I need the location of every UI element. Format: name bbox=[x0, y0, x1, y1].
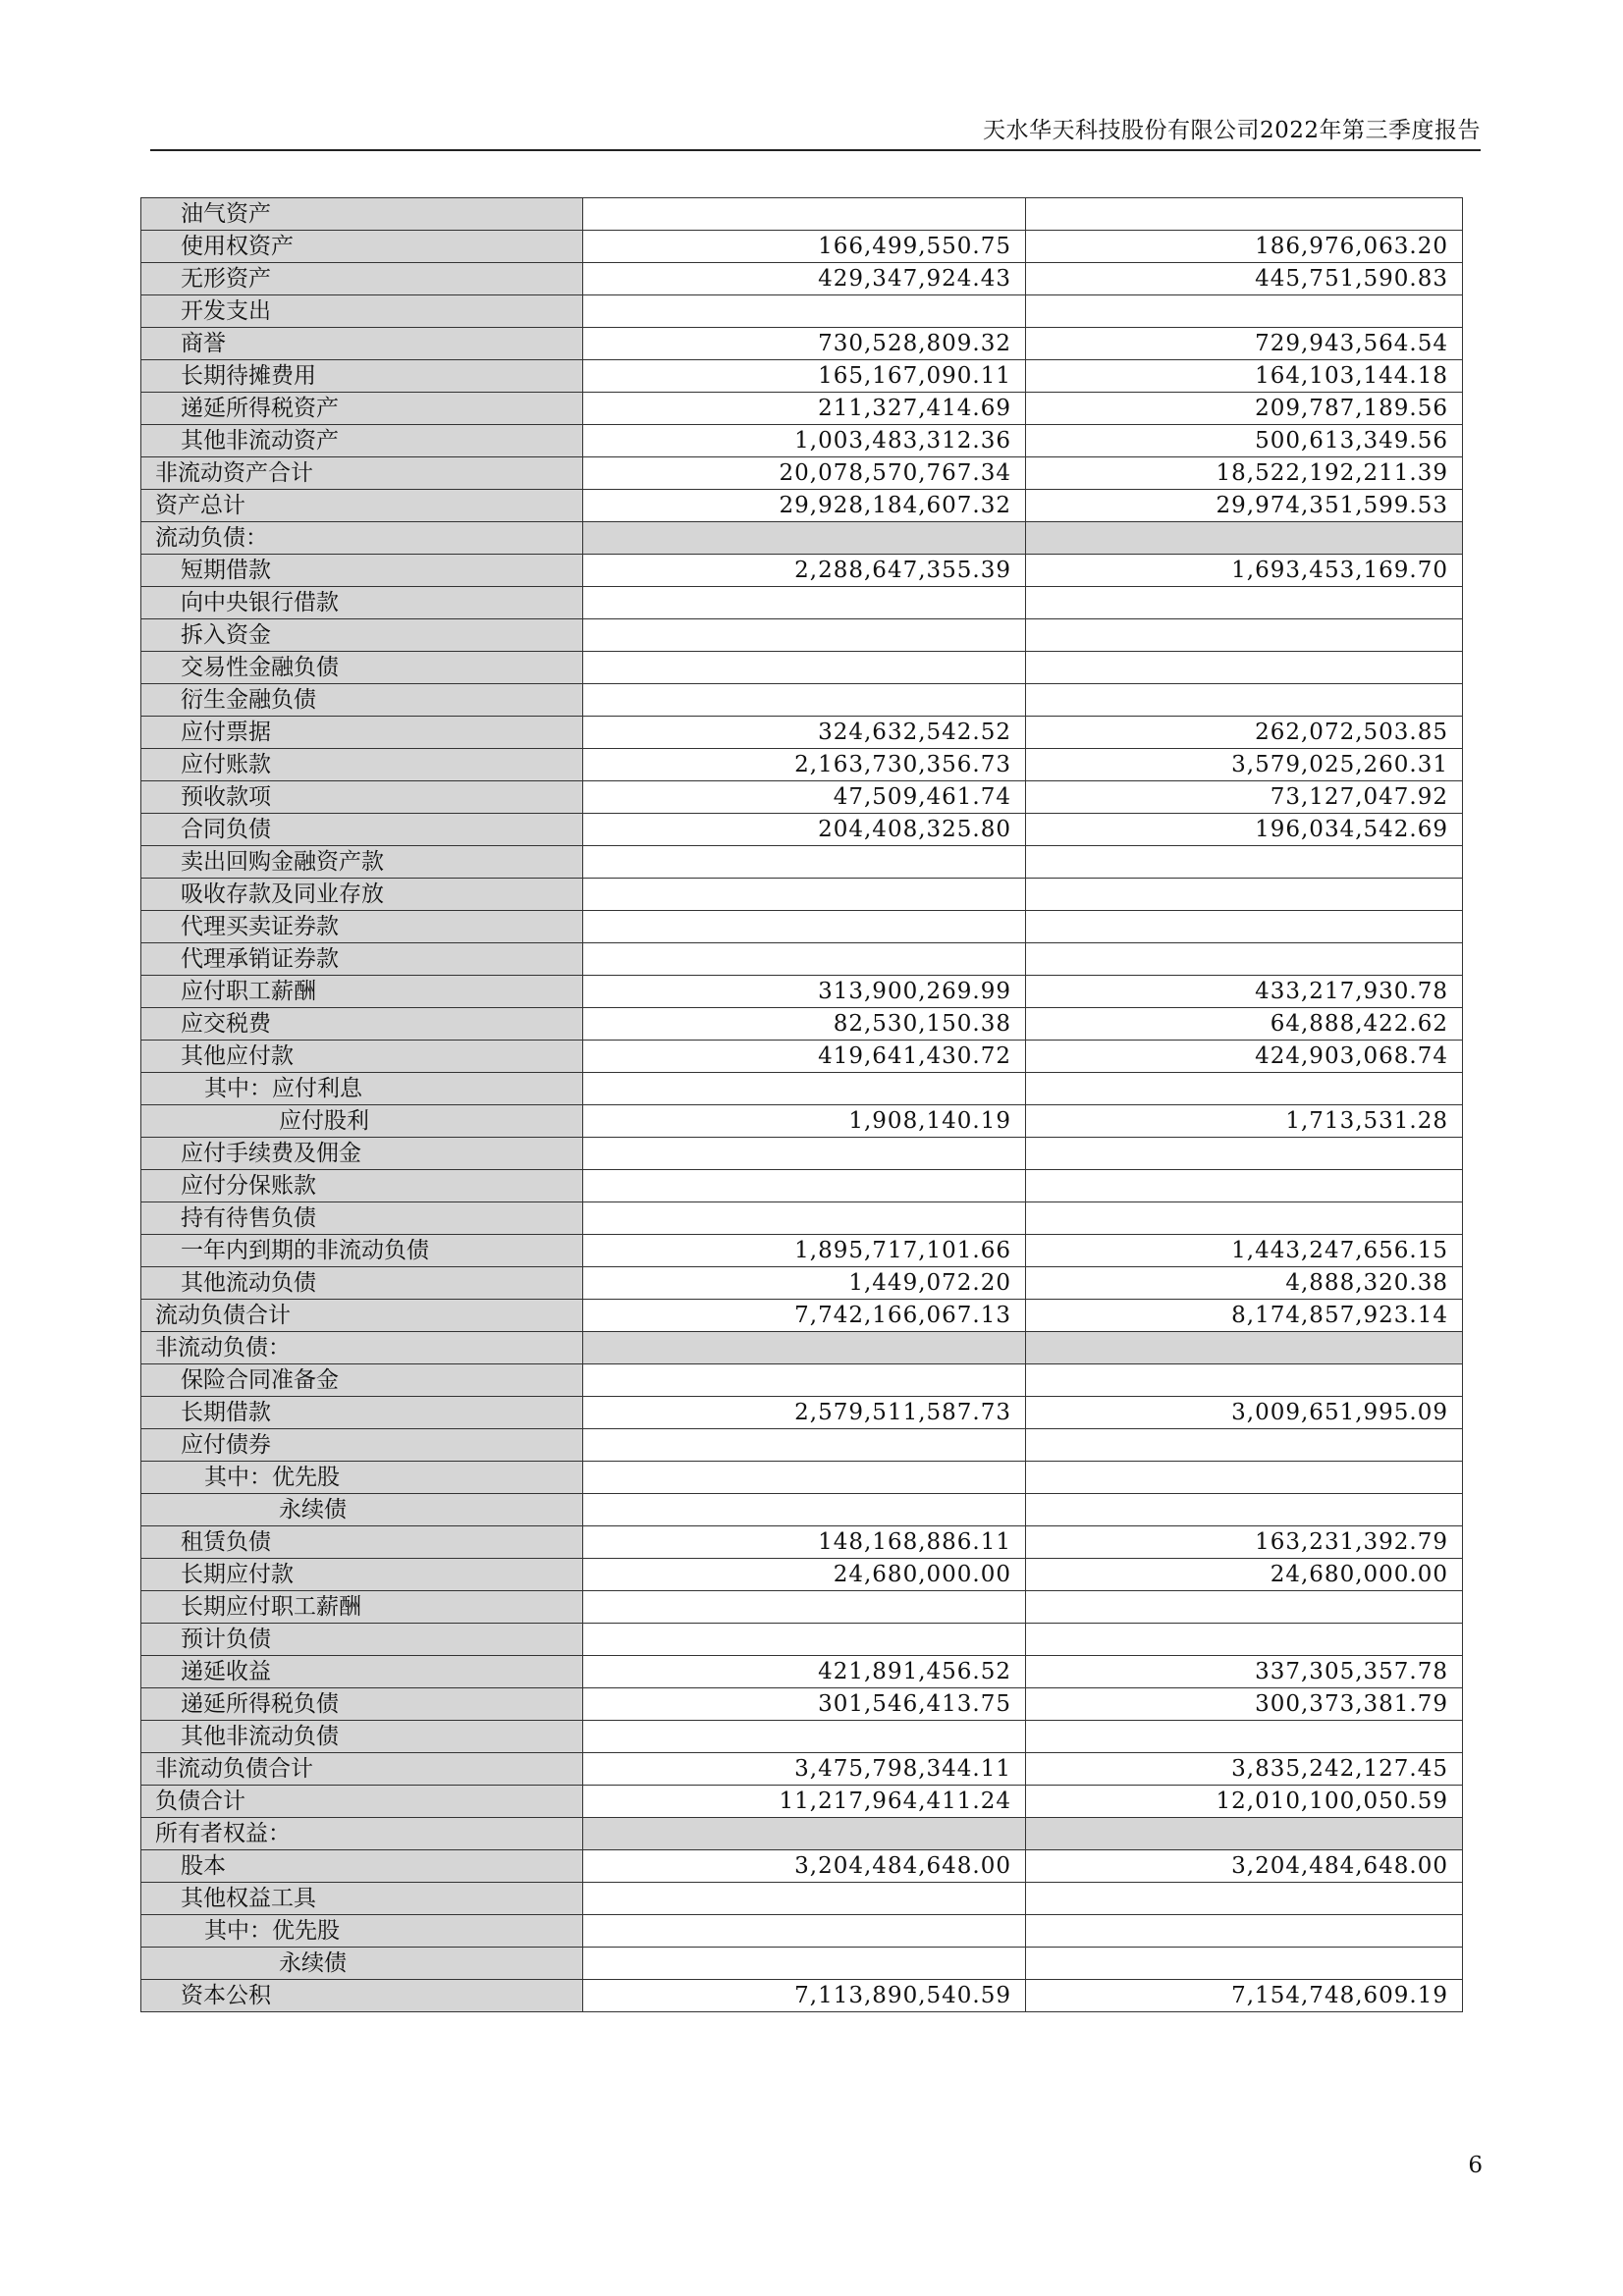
table-row bbox=[141, 976, 1463, 1008]
table-row bbox=[141, 490, 1463, 522]
row-label: 代理承销证券款 bbox=[141, 943, 583, 976]
table-row bbox=[141, 1008, 1463, 1041]
row-label: 吸收存款及同业存放 bbox=[141, 879, 583, 911]
current-period-value: 165,167,090.11 bbox=[583, 360, 1026, 393]
prior-period-value bbox=[1026, 1138, 1463, 1170]
prior-period-value: 7,154,748,609.19 bbox=[1026, 1980, 1463, 2012]
table-row bbox=[141, 587, 1463, 619]
prior-period-value bbox=[1026, 1332, 1463, 1364]
table-row bbox=[141, 1429, 1463, 1462]
table-row bbox=[141, 684, 1463, 717]
current-period-value bbox=[583, 1364, 1026, 1397]
prior-period-value: 433,217,930.78 bbox=[1026, 976, 1463, 1008]
row-label: 保险合同准备金 bbox=[141, 1364, 583, 1397]
row-label: 卖出回购金融资产款 bbox=[141, 846, 583, 879]
prior-period-value: 4,888,320.38 bbox=[1026, 1267, 1463, 1300]
current-period-value: 421,891,456.52 bbox=[583, 1656, 1026, 1688]
current-period-value: 2,288,647,355.39 bbox=[583, 555, 1026, 587]
prior-period-value: 729,943,564.54 bbox=[1026, 328, 1463, 360]
row-label: 长期借款 bbox=[141, 1397, 583, 1429]
table-row bbox=[141, 781, 1463, 814]
table-row bbox=[141, 1591, 1463, 1624]
table-row bbox=[141, 1397, 1463, 1429]
row-label: 非流动负债： bbox=[141, 1332, 583, 1364]
prior-period-value: 8,174,857,923.14 bbox=[1026, 1300, 1463, 1332]
row-label: 流动负债： bbox=[141, 522, 583, 555]
row-label: 应付职工薪酬 bbox=[141, 976, 583, 1008]
row-label: 应付分保账款 bbox=[141, 1170, 583, 1202]
prior-period-value bbox=[1026, 619, 1463, 652]
table-row bbox=[141, 1202, 1463, 1235]
row-label: 应付票据 bbox=[141, 717, 583, 749]
prior-period-value: 500,613,349.56 bbox=[1026, 425, 1463, 457]
table-row bbox=[141, 1818, 1463, 1850]
current-period-value: 3,475,798,344.11 bbox=[583, 1753, 1026, 1786]
prior-period-value bbox=[1026, 295, 1463, 328]
table-row bbox=[141, 1105, 1463, 1138]
row-label: 应交税费 bbox=[141, 1008, 583, 1041]
prior-period-value: 163,231,392.79 bbox=[1026, 1526, 1463, 1559]
table-row bbox=[141, 1559, 1463, 1591]
row-label: 长期应付款 bbox=[141, 1559, 583, 1591]
row-label: 一年内到期的非流动负债 bbox=[141, 1235, 583, 1267]
table-row bbox=[141, 1073, 1463, 1105]
prior-period-value: 3,835,242,127.45 bbox=[1026, 1753, 1463, 1786]
row-label: 其他非流动资产 bbox=[141, 425, 583, 457]
current-period-value bbox=[583, 295, 1026, 328]
row-label: 递延所得税负债 bbox=[141, 1688, 583, 1721]
prior-period-value bbox=[1026, 522, 1463, 555]
table-row bbox=[141, 1656, 1463, 1688]
table-row bbox=[141, 555, 1463, 587]
current-period-value bbox=[583, 652, 1026, 684]
row-label: 长期应付职工薪酬 bbox=[141, 1591, 583, 1624]
row-label: 预计负债 bbox=[141, 1624, 583, 1656]
current-period-value: 24,680,000.00 bbox=[583, 1559, 1026, 1591]
table-row bbox=[141, 1364, 1463, 1397]
current-period-value bbox=[583, 1624, 1026, 1656]
balance-sheet-table bbox=[140, 197, 1463, 2012]
table-row bbox=[141, 263, 1463, 295]
prior-period-value: 300,373,381.79 bbox=[1026, 1688, 1463, 1721]
table-row bbox=[141, 1624, 1463, 1656]
current-period-value bbox=[583, 1494, 1026, 1526]
row-label: 合同负债 bbox=[141, 814, 583, 846]
table-row bbox=[141, 814, 1463, 846]
current-period-value: 1,908,140.19 bbox=[583, 1105, 1026, 1138]
row-label: 其中：优先股 bbox=[141, 1915, 583, 1948]
row-label: 股本 bbox=[141, 1850, 583, 1883]
current-period-value: 324,632,542.52 bbox=[583, 717, 1026, 749]
row-label: 资本公积 bbox=[141, 1980, 583, 2012]
prior-period-value bbox=[1026, 198, 1463, 231]
current-period-value bbox=[583, 587, 1026, 619]
prior-period-value bbox=[1026, 1915, 1463, 1948]
row-label: 油气资产 bbox=[141, 198, 583, 231]
current-period-value: 148,168,886.11 bbox=[583, 1526, 1026, 1559]
current-period-value: 301,546,413.75 bbox=[583, 1688, 1026, 1721]
row-label: 非流动负债合计 bbox=[141, 1753, 583, 1786]
prior-period-value bbox=[1026, 652, 1463, 684]
current-period-value: 2,579,511,587.73 bbox=[583, 1397, 1026, 1429]
prior-period-value bbox=[1026, 1170, 1463, 1202]
table-row bbox=[141, 1753, 1463, 1786]
prior-period-value: 3,204,484,648.00 bbox=[1026, 1850, 1463, 1883]
table-row bbox=[141, 457, 1463, 490]
table-row bbox=[141, 1041, 1463, 1073]
prior-period-value: 73,127,047.92 bbox=[1026, 781, 1463, 814]
table-row bbox=[141, 1235, 1463, 1267]
current-period-value bbox=[583, 846, 1026, 879]
row-label: 向中央银行借款 bbox=[141, 587, 583, 619]
row-label: 其中：优先股 bbox=[141, 1462, 583, 1494]
prior-period-value bbox=[1026, 1624, 1463, 1656]
table-row bbox=[141, 1850, 1463, 1883]
table-row bbox=[141, 360, 1463, 393]
row-label: 负债合计 bbox=[141, 1786, 583, 1818]
prior-period-value bbox=[1026, 1883, 1463, 1915]
prior-period-value: 337,305,357.78 bbox=[1026, 1656, 1463, 1688]
prior-period-value bbox=[1026, 684, 1463, 717]
prior-period-value: 3,009,651,995.09 bbox=[1026, 1397, 1463, 1429]
current-period-value: 166,499,550.75 bbox=[583, 231, 1026, 263]
row-label: 衍生金融负债 bbox=[141, 684, 583, 717]
prior-period-value bbox=[1026, 1591, 1463, 1624]
prior-period-value: 424,903,068.74 bbox=[1026, 1041, 1463, 1073]
table-row bbox=[141, 425, 1463, 457]
prior-period-value: 1,693,453,169.70 bbox=[1026, 555, 1463, 587]
table-row bbox=[141, 1721, 1463, 1753]
row-label: 其他权益工具 bbox=[141, 1883, 583, 1915]
prior-period-value: 186,976,063.20 bbox=[1026, 231, 1463, 263]
current-period-value bbox=[583, 943, 1026, 976]
table-row bbox=[141, 1948, 1463, 1980]
table-row bbox=[141, 652, 1463, 684]
row-label: 预收款项 bbox=[141, 781, 583, 814]
prior-period-value bbox=[1026, 1429, 1463, 1462]
prior-period-value bbox=[1026, 1494, 1463, 1526]
prior-period-value: 209,787,189.56 bbox=[1026, 393, 1463, 425]
prior-period-value: 1,443,247,656.15 bbox=[1026, 1235, 1463, 1267]
table-row bbox=[141, 522, 1463, 555]
row-label: 应付账款 bbox=[141, 749, 583, 781]
row-label: 递延收益 bbox=[141, 1656, 583, 1688]
prior-period-value: 24,680,000.00 bbox=[1026, 1559, 1463, 1591]
current-period-value: 419,641,430.72 bbox=[583, 1041, 1026, 1073]
prior-period-value bbox=[1026, 1818, 1463, 1850]
row-label: 短期借款 bbox=[141, 555, 583, 587]
prior-period-value: 29,974,351,599.53 bbox=[1026, 490, 1463, 522]
table-row bbox=[141, 1980, 1463, 2012]
table-row bbox=[141, 846, 1463, 879]
row-label: 非流动资产合计 bbox=[141, 457, 583, 490]
prior-period-value: 64,888,422.62 bbox=[1026, 1008, 1463, 1041]
current-period-value bbox=[583, 1073, 1026, 1105]
current-period-value bbox=[583, 1883, 1026, 1915]
current-period-value bbox=[583, 1429, 1026, 1462]
row-label: 所有者权益： bbox=[141, 1818, 583, 1850]
table-row bbox=[141, 295, 1463, 328]
current-period-value bbox=[583, 911, 1026, 943]
row-label: 递延所得税资产 bbox=[141, 393, 583, 425]
current-period-value bbox=[583, 1721, 1026, 1753]
table-row bbox=[141, 1786, 1463, 1818]
table-row bbox=[141, 717, 1463, 749]
table-row bbox=[141, 1915, 1463, 1948]
row-label: 其中：应付利息 bbox=[141, 1073, 583, 1105]
row-label: 应付手续费及佣金 bbox=[141, 1138, 583, 1170]
prior-period-value bbox=[1026, 1073, 1463, 1105]
table-row bbox=[141, 911, 1463, 943]
prior-period-value bbox=[1026, 1364, 1463, 1397]
row-label: 应付股利 bbox=[141, 1105, 583, 1138]
current-period-value bbox=[583, 1170, 1026, 1202]
prior-period-value: 18,522,192,211.39 bbox=[1026, 457, 1463, 490]
prior-period-value: 1,713,531.28 bbox=[1026, 1105, 1463, 1138]
current-period-value bbox=[583, 1818, 1026, 1850]
row-label: 流动负债合计 bbox=[141, 1300, 583, 1332]
current-period-value: 82,530,150.38 bbox=[583, 1008, 1026, 1041]
table-row bbox=[141, 749, 1463, 781]
current-period-value: 3,204,484,648.00 bbox=[583, 1850, 1026, 1883]
current-period-value bbox=[583, 1948, 1026, 1980]
prior-period-value bbox=[1026, 911, 1463, 943]
current-period-value bbox=[583, 1332, 1026, 1364]
table-row bbox=[141, 1300, 1463, 1332]
row-label: 拆入资金 bbox=[141, 619, 583, 652]
current-period-value: 1,003,483,312.36 bbox=[583, 425, 1026, 457]
current-period-value: 20,078,570,767.34 bbox=[583, 457, 1026, 490]
prior-period-value bbox=[1026, 1462, 1463, 1494]
table-row bbox=[141, 1494, 1463, 1526]
row-label: 交易性金融负债 bbox=[141, 652, 583, 684]
table-row bbox=[141, 1688, 1463, 1721]
balance-sheet-body bbox=[141, 198, 1463, 2012]
row-label: 商誉 bbox=[141, 328, 583, 360]
prior-period-value bbox=[1026, 846, 1463, 879]
current-period-value bbox=[583, 522, 1026, 555]
current-period-value: 29,928,184,607.32 bbox=[583, 490, 1026, 522]
current-period-value: 429,347,924.43 bbox=[583, 263, 1026, 295]
current-period-value: 730,528,809.32 bbox=[583, 328, 1026, 360]
prior-period-value bbox=[1026, 1202, 1463, 1235]
current-period-value: 11,217,964,411.24 bbox=[583, 1786, 1026, 1818]
page-header-title: 天水华天科技股份有限公司2022年第三季度报告 bbox=[982, 118, 1481, 143]
row-label: 持有待售负债 bbox=[141, 1202, 583, 1235]
current-period-value: 313,900,269.99 bbox=[583, 976, 1026, 1008]
row-label: 无形资产 bbox=[141, 263, 583, 295]
row-label: 永续债 bbox=[141, 1494, 583, 1526]
current-period-value bbox=[583, 1915, 1026, 1948]
row-label: 其他流动负债 bbox=[141, 1267, 583, 1300]
prior-period-value: 12,010,100,050.59 bbox=[1026, 1786, 1463, 1818]
row-label: 开发支出 bbox=[141, 295, 583, 328]
prior-period-value: 445,751,590.83 bbox=[1026, 263, 1463, 295]
row-label: 其他应付款 bbox=[141, 1041, 583, 1073]
prior-period-value: 196,034,542.69 bbox=[1026, 814, 1463, 846]
current-period-value bbox=[583, 1462, 1026, 1494]
current-period-value bbox=[583, 1202, 1026, 1235]
table-row bbox=[141, 1883, 1463, 1915]
row-label: 其他非流动负债 bbox=[141, 1721, 583, 1753]
table-row bbox=[141, 393, 1463, 425]
page-number: 6 bbox=[1468, 2153, 1483, 2178]
table-row bbox=[141, 1462, 1463, 1494]
table-row bbox=[141, 1138, 1463, 1170]
row-label: 使用权资产 bbox=[141, 231, 583, 263]
prior-period-value bbox=[1026, 879, 1463, 911]
current-period-value bbox=[583, 879, 1026, 911]
row-label: 资产总计 bbox=[141, 490, 583, 522]
current-period-value bbox=[583, 198, 1026, 231]
table-row bbox=[141, 1170, 1463, 1202]
prior-period-value bbox=[1026, 943, 1463, 976]
current-period-value: 7,113,890,540.59 bbox=[583, 1980, 1026, 2012]
current-period-value bbox=[583, 1591, 1026, 1624]
prior-period-value: 164,103,144.18 bbox=[1026, 360, 1463, 393]
table-row bbox=[141, 943, 1463, 976]
table-row bbox=[141, 1332, 1463, 1364]
prior-period-value: 262,072,503.85 bbox=[1026, 717, 1463, 749]
current-period-value: 1,449,072.20 bbox=[583, 1267, 1026, 1300]
header-rule bbox=[150, 149, 1481, 151]
current-period-value: 7,742,166,067.13 bbox=[583, 1300, 1026, 1332]
table-row bbox=[141, 879, 1463, 911]
table-row bbox=[141, 231, 1463, 263]
current-period-value: 47,509,461.74 bbox=[583, 781, 1026, 814]
row-label: 永续债 bbox=[141, 1948, 583, 1980]
row-label: 租赁负债 bbox=[141, 1526, 583, 1559]
table-row bbox=[141, 328, 1463, 360]
table-row bbox=[141, 1267, 1463, 1300]
row-label: 长期待摊费用 bbox=[141, 360, 583, 393]
prior-period-value: 3,579,025,260.31 bbox=[1026, 749, 1463, 781]
current-period-value bbox=[583, 1138, 1026, 1170]
row-label: 代理买卖证券款 bbox=[141, 911, 583, 943]
table-row bbox=[141, 198, 1463, 231]
current-period-value: 204,408,325.80 bbox=[583, 814, 1026, 846]
current-period-value: 1,895,717,101.66 bbox=[583, 1235, 1026, 1267]
prior-period-value bbox=[1026, 1721, 1463, 1753]
current-period-value bbox=[583, 684, 1026, 717]
current-period-value: 2,163,730,356.73 bbox=[583, 749, 1026, 781]
prior-period-value bbox=[1026, 587, 1463, 619]
row-label: 应付债券 bbox=[141, 1429, 583, 1462]
current-period-value bbox=[583, 619, 1026, 652]
current-period-value: 211,327,414.69 bbox=[583, 393, 1026, 425]
table-row bbox=[141, 1526, 1463, 1559]
prior-period-value bbox=[1026, 1948, 1463, 1980]
table-row bbox=[141, 619, 1463, 652]
